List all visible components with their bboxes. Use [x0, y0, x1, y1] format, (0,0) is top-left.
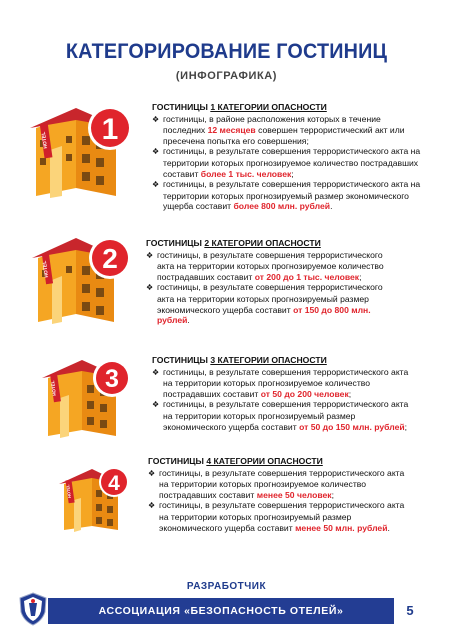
developer-label: РАЗРАБОТЧИК — [186, 581, 267, 592]
diamond-bullet-icon: ❖ — [152, 367, 160, 377]
organization-banner: АССОЦИАЦИЯ «БЕЗОПАСНОСТЬ ОТЕЛЕЙ» — [48, 598, 394, 624]
diamond-bullet-icon: ❖ — [148, 468, 156, 478]
hotel-sign-2: HOTEL — [41, 260, 51, 278]
section-title: ГОСТИНИЦЫ 2 КАТЕГОРИИ ОПАСНОСТИ — [146, 238, 321, 248]
hotel-building-icon — [26, 228, 144, 332]
category-2-section — [146, 238, 396, 326]
hotel-4-illustration — [54, 460, 140, 536]
hotel-building-icon — [26, 100, 144, 204]
hotel-sign-3: HOTEL — [49, 380, 58, 397]
association-shield-logo — [18, 592, 48, 631]
list-item: ❖ гостиницы, в результате совершения террористического акта на территории которых прогнозируемый размер экономического ущерба составит менее 50 млн. рублей. — [148, 500, 405, 533]
diamond-bullet-icon: ❖ — [152, 147, 160, 157]
category-badge-4: 4 — [108, 472, 120, 495]
list-item: ❖ гостиницы, в районе расположения которых в течение последних 12 месяцев совершен террористический акт или пресечена попытка его совершения; — [152, 113, 405, 146]
list-item: ❖ гостиницы, в результате совершения террористического акта на территории которых прогнозируемое количество пострадавших составит менее 50 человек; — [148, 467, 405, 500]
diamond-bullet-icon: ❖ — [152, 180, 160, 190]
diamond-bullet-icon: ❖ — [152, 400, 160, 410]
diamond-bullet-icon: ❖ — [148, 501, 156, 511]
section-title: ГОСТИНИЦЫ 1 КАТЕГОРИИ ОПАСНОСТИ — [152, 102, 327, 112]
list-item: ❖ гостиницы, в результате совершения террористического акта на территории которых прогнозируемое количество пострадавших составит от 200 до 1 тыс. человек; — [146, 249, 384, 282]
diamond-bullet-icon: ❖ — [152, 114, 160, 124]
hotel-2-illustration — [26, 228, 144, 332]
category-3-section — [152, 355, 414, 432]
category-4-section — [148, 456, 410, 533]
hotel-building-icon — [54, 460, 140, 536]
list-item: ❖ гостиницы, в результате совершения террористического акта на территории которых прогнозируемый размер экономического ущерба составит от 150 до 800 млн. рублей. — [146, 282, 383, 326]
hotel-sign-1: HOTEL — [40, 131, 50, 149]
diamond-bullet-icon: ❖ — [146, 283, 154, 293]
list-item: ❖ гостиницы, в результате совершения террористического акта на территории которых прогнозируемый размер экономического ущерба составит от 50 до 150 млн. рублей; — [152, 399, 409, 432]
page-number: 5 — [406, 603, 414, 618]
list-item: ❖ гостиницы, в результате совершения террористического акта на территории которых прогнозируемое количество пострадавших составит от 50 до 200 человек; — [152, 366, 409, 399]
hotel-3-illustration — [36, 350, 142, 444]
hotel-sign-4: HOTEL — [65, 484, 72, 499]
section-title: ГОСТИНИЦЫ 3 КАТЕГОРИИ ОПАСНОСТИ — [152, 355, 327, 365]
hotel-1-illustration — [26, 100, 144, 204]
list-item: ❖ гостиницы, в результате совершения террористического акта на территории которых прогнозируемый размер экономического ущерба составит более 800 млн. рублей. — [152, 179, 421, 212]
page-subtitle: (ИНФОГРАФИКА) — [175, 70, 278, 82]
category-badge-1: 1 — [101, 113, 119, 146]
section-title: ГОСТИНИЦЫ 4 КАТЕГОРИИ ОПАСНОСТИ — [148, 456, 323, 466]
category-1-section — [152, 102, 424, 212]
diamond-bullet-icon: ❖ — [146, 250, 154, 260]
list-item: ❖ гостиницы, в результате совершения террористического акта на территории которых прогнозируемое количество пострадавших составит более 1 тыс. человек; — [152, 146, 421, 179]
page-title: КАТЕГОРИРОВАНИЕ ГОСТИНИЦ — [65, 39, 388, 63]
category-badge-2: 2 — [102, 243, 118, 274]
category-badge-3: 3 — [105, 365, 119, 393]
hotel-building-icon — [36, 350, 142, 444]
